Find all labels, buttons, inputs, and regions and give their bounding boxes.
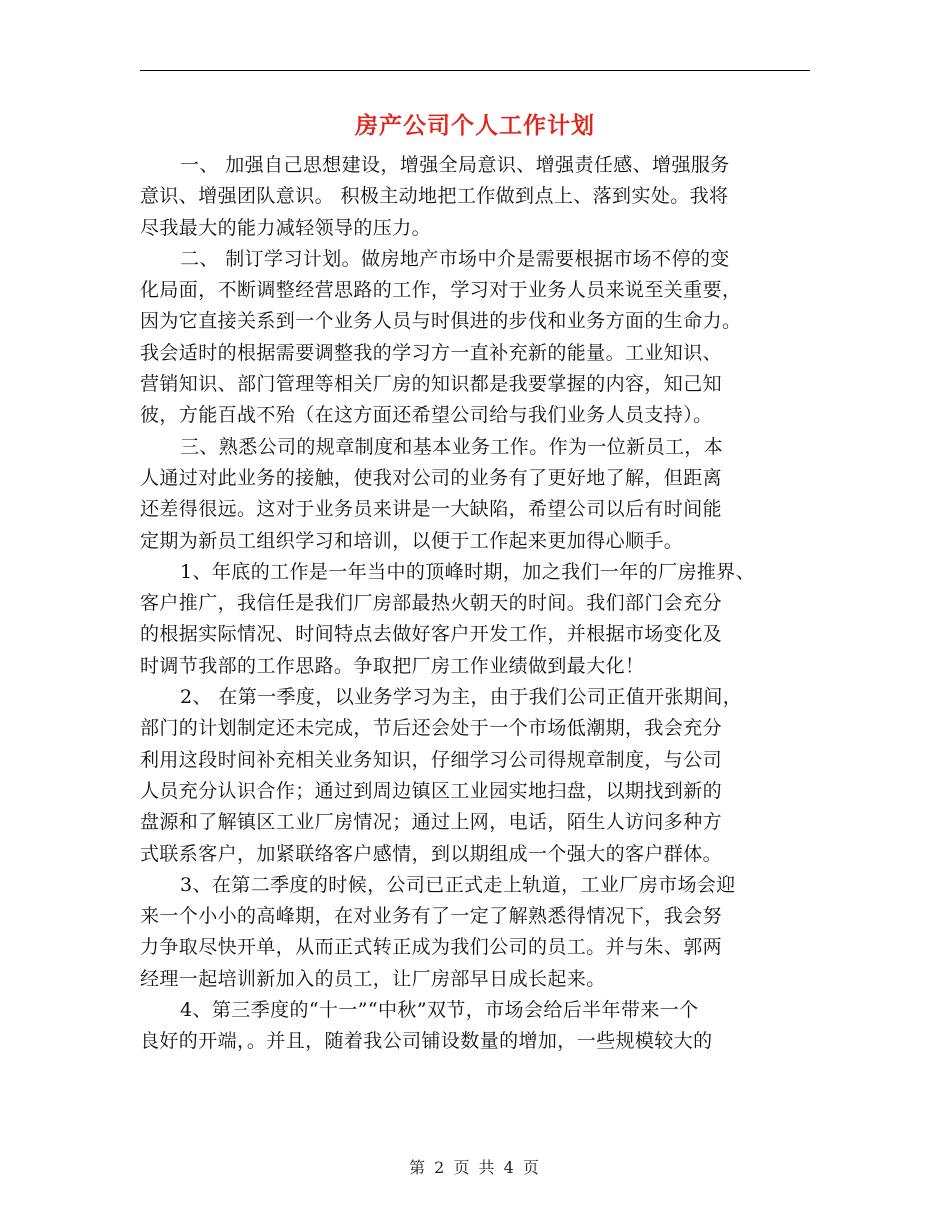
- document-title: 房产公司个人工作计划: [355, 112, 595, 139]
- body-line: 1、年底的工作是一年当中的顶峰时期，加之我们一年的厂房推界、: [180, 560, 756, 583]
- body-line: 2、 在第一季度，以业务学习为主，由于我们公司正值开张期间，: [180, 686, 743, 709]
- body-line: 一、 加强自己思想建设，增强全局意识、增强责任感、增强服务: [180, 154, 730, 176]
- body-line: 化局面，不断调整经营思路的工作，学习对于业务人员来说至关重要，: [140, 279, 742, 302]
- body-line: 经理一起培训新加入的员工，让厂房部早日成长起来。: [140, 967, 606, 990]
- document-body: [140, 150, 820, 1058]
- body-line: 4、第三季度的“十一”“中秋”双节，市场会给后半年带来一个: [180, 999, 699, 1022]
- body-line: 力争取尽快开单，从而正式转正成为我们公司的员工。并与朱、郭两: [140, 936, 723, 959]
- body-line: 还差得很远。这对于业务员来讲是一大缺陷，希望公司以后有时间能: [140, 498, 723, 521]
- body-line: 客户推广，我信任是我们厂房部最热火朝天的时间。我们部门会充分: [140, 592, 723, 615]
- body-line: 式联系客户，加紧联络客户感情，到以期组成一个强大的客户群体。: [140, 842, 723, 865]
- body-line: 部门的计划制定还未完成，节后还会处于一个市场低潮期，我会充分: [140, 717, 723, 740]
- header-rule: [140, 70, 810, 71]
- body-line: 良好的开端，。并且，随着我公司铺设数量的增加，一些规模较大的: [140, 1030, 713, 1053]
- body-line: 来一个小小的高峰期，在对业务有了一定了解熟悉得情况下，我会努: [140, 905, 723, 928]
- body-line: 彼，方能百战不殆（在这方面还希望公司给与我们业务人员支持）。: [140, 404, 713, 427]
- body-line: 的根据实际情况、时间特点去做好客户开发工作，并根据市场变化及: [140, 623, 723, 646]
- body-line: 营销知识、部门管理等相关厂房的知识都是我要掌握的内容，知己知: [140, 373, 723, 396]
- body-line: 意识、增强团队意识。 积极主动地把工作做到点上、落到实处。我将: [140, 185, 729, 208]
- page-footer: 第 2 页 共 4 页: [409, 1158, 541, 1177]
- body-line: 盘源和了解镇区工业厂房情况；通过上网，电话，陌生人访问多种方: [140, 811, 723, 834]
- body-line: 尽我最大的能力减轻领导的压力。: [140, 216, 432, 239]
- body-line: 三、熟悉公司的规章制度和基本业务工作。作为一位新员工，本: [180, 435, 724, 458]
- body-line: 二、 制订学习计划。做房地产市场中介是需要根据市场不停的变: [180, 247, 730, 270]
- body-line: 时调节我部的工作思路。争取把厂房工作业绩做到最大化！: [140, 654, 645, 677]
- body-line: 我会适时的根据需要调整我的学习方一直补充新的能量。工业知识、: [140, 341, 723, 364]
- body-line: 人员充分认识合作；通过到周边镇区工业园实地扫盘，以期找到新的: [140, 779, 723, 802]
- body-line: 定期为新员工组织学习和培训，以便于工作起来更加得心顺手。: [140, 529, 684, 552]
- body-line: 利用这段时间补充相关业务知识，仔细学习公司得规章制度，与公司: [140, 748, 723, 771]
- body-line: 人通过对此业务的接触，使我对公司的业务有了更好地了解，但距离: [140, 466, 723, 489]
- body-line: 3、在第二季度的时候，公司已正式走上轨道，工业厂房市场会迎: [180, 873, 736, 896]
- body-line: 因为它直接关系到一个业务人员与时俱进的步伐和业务方面的生命力。: [140, 310, 742, 333]
